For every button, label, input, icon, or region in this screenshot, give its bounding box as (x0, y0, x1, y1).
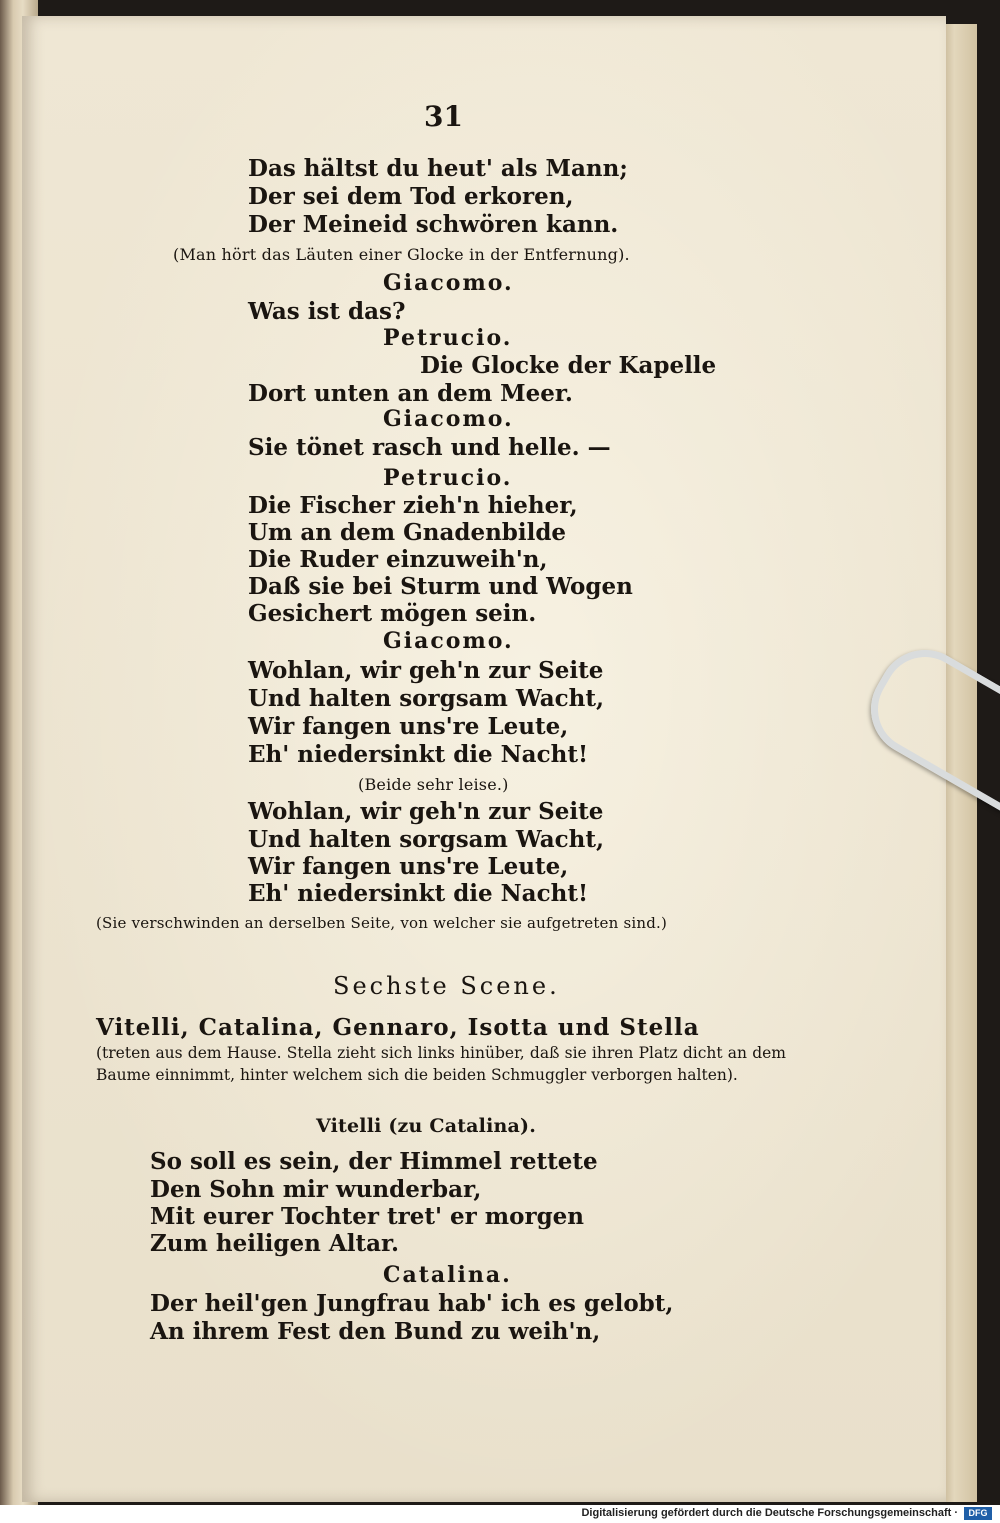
speaker-vitelli: Vitelli (zu Catalina). (316, 1115, 537, 1137)
scene-cast: Vitelli, Catalina, Gennaro, Isotta und Stella (96, 1014, 700, 1041)
speaker-giacomo: Giacomo. (383, 628, 514, 654)
verse-line: Den Sohn mir wunderbar, (150, 1176, 482, 1203)
verse-line: Wohlan, wir geh'n zur Seite (248, 798, 604, 825)
verse-line: Dort unten an dem Meer. (248, 380, 573, 407)
verse-line: Und halten sorgsam Wacht, (248, 826, 604, 853)
dfg-logo: DFG (964, 1507, 992, 1520)
paper-clip (878, 650, 1000, 810)
speaker-catalina: Catalina. (383, 1262, 512, 1288)
verse-line: Eh' niedersinkt die Nacht! (248, 741, 589, 768)
verse-line: Wir fangen uns're Leute, (248, 853, 569, 880)
verse-line: Die Fischer zieh'n hieher, (248, 492, 578, 519)
verse-line: Und halten sorgsam Wacht, (248, 685, 604, 712)
verse-line: Wohlan, wir geh'n zur Seite (248, 657, 604, 684)
verse-line: Zum heiligen Altar. (150, 1230, 399, 1257)
page-number: 31 (424, 100, 463, 133)
verse-line: Daß sie bei Sturm und Wogen (248, 573, 633, 600)
verse-line: Mit eurer Tochter tret' er morgen (150, 1203, 585, 1230)
funding-note: Digitalisierung gefördert durch die Deutsche Forschungsgemeinschaft · (581, 1507, 958, 1519)
verse-line: Um an dem Gnadenbilde (248, 519, 567, 546)
verse-line: Gesichert mögen sein. (248, 600, 537, 627)
verse-line: So soll es sein, der Himmel rettete (150, 1148, 598, 1175)
scene-title: Sechste Scene. (333, 972, 560, 1000)
verse-line: An ihrem Fest den Bund zu weih'n, (150, 1318, 601, 1345)
stage-direction-exit: (Sie verschwinden an derselben Seite, von welcher sie aufgetreten sind.) (96, 914, 668, 932)
verse-line: Der Meineid schwören kann. (248, 211, 619, 238)
stage-direction-entry: (treten aus dem Hause. Stella zieht sich links hinüber, daß sie ihren Platz dicht an dem Baume einnimmt, hinter welchem sich die beiden Schmuggler verborgen halten). (96, 1044, 786, 1084)
verse-line: Der heil'gen Jungfrau hab' ich es gelobt, (150, 1290, 674, 1317)
verse-line: Wir fangen uns're Leute, (248, 713, 569, 740)
verse-line: Was ist das? (248, 298, 406, 325)
verse-line: Eh' niedersinkt die Nacht! (248, 880, 589, 907)
stage-direction-bell: (Man hört das Läuten einer Glocke in der Entfernung). (173, 245, 630, 264)
verse-line: Das hältst du heut' als Mann; (248, 155, 628, 182)
verse-line: Der sei dem Tod erkoren, (248, 183, 574, 210)
stage-direction-both: (Beide sehr leise.) (358, 775, 509, 794)
verse-line: Sie tönet rasch und helle. — (248, 434, 611, 461)
speaker-giacomo: Giacomo. (383, 270, 514, 296)
verse-line: Die Ruder einzuweih'n, (248, 546, 548, 573)
speaker-giacomo: Giacomo. (383, 406, 514, 432)
speaker-petrucio: Petrucio. (383, 465, 513, 491)
speaker-petrucio: Petrucio. (383, 325, 513, 351)
verse-line: Die Glocke der Kapelle (420, 352, 717, 379)
